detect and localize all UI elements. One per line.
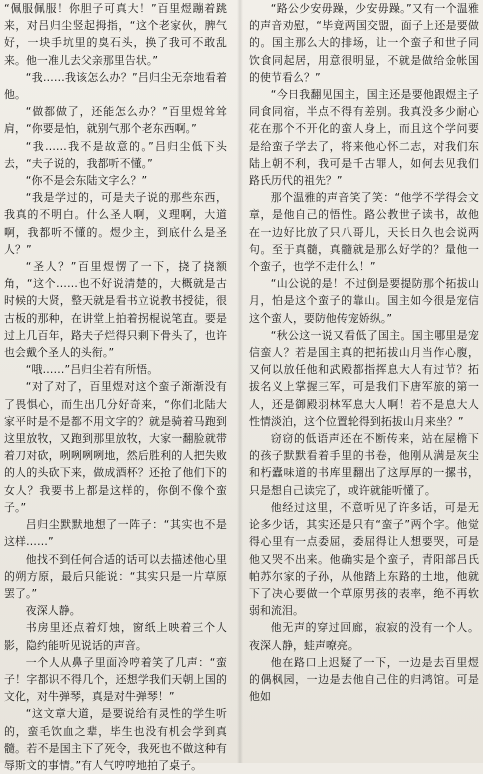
paragraph: “圣人？”百里煜愣了一下，挠了挠额角，“这个……也不好说清楚的，大概就是古时候的大贤，整天就是看书立说教书授徒，很古板的那种，在讲堂上拍着拐棍说笔直。要是过上几百年，路夫子烂得只剩下骨头了，也许也会戴个圣人的头衔。”	[4, 260, 227, 360]
paragraph: 他经过这里，不意听见了许多话，可是无论多少话，其实还是只有“蛮子”两个字。他觉得心里有一点委屈，委屈得让人想要哭，可是他又哭不出来。他确实是个蛮子，青阳部吕氏帕苏尔家的子孙，从他踏上东路的土地，他就下了决心要做一个草原男孩的表率，绝不再软弱和流泪。	[249, 500, 479, 618]
right-column	[249, 0, 479, 763]
paragraph: “我是学过的，可是夫子说的那些东西，我真的不明白。什么圣人啊，义理啊，大道啊，我都听不懂的。煜少主，到底什么是圣人？”	[4, 191, 227, 256]
paragraph: “做都做了，还能怎么办？”百里煜耸耸肩，“你要是怕，就别气那个老东西啊。”	[4, 105, 227, 136]
paragraph: 那个温雅的声音笑了笑：“他学不学得会文章，是他自己的悟性。路公教世子读书，故他在一边好比放了只八哥儿，天长日久也会说两句。至于真髓，真髓就是那么好学的？量他一个蛮子，也学不走什么！”	[249, 191, 479, 274]
paragraph: “这文章大道，是要说给有灵性的学生听的，蛮毛饮血之辈，毕生也没有机会学到真髓。若不是国主下了死令，我死也不做这种有辱斯文的事情。”有人气哼哼地拍了桌子。	[4, 707, 227, 772]
paragraph: “你不是会东陆文字么？”	[25, 174, 148, 188]
paragraph: 窃窃的低语声还在不断传来，站在屋檐下的孩子默默看着手里的书卷，他刚从满是灰尘和朽蠹味道的书库里翻出了这厚厚的一摞书，只是想自己读完了，或许就能听懂了。	[249, 432, 479, 497]
paragraph: “我……我该怎么办？”吕归尘无奈地看着他。	[4, 70, 227, 102]
paragraph: 书房里还点着灯烛，窗纸上映着三个人影，隐约能听见说话的声音。	[4, 621, 227, 652]
paragraph: “秋公这一说又看低了国主。国主哪里是宠信蛮人？若是国主真的把拓拔山月当作心腹，又何以放任他和武殿都指挥息大人有过节？拓拔名义上掌握三军，可是我们下唐军旅的第一人，还是御殿羽林军息大人啊！若不是息大人性情淡泊，这个位置轮得到拓拔山月来坐？”	[249, 328, 479, 428]
paragraph: “哦……”吕归尘若有所悟。	[25, 363, 159, 377]
paragraph: “路公少安毋躁，少安毋躁。”又有一个温雅的声音劝慰，“毕竟两国交盟，面子上还是要做的。国主那么大的排场，让一个蛮子和世子同饮食同起居，用意很明显，不就是做给金帐国的使节看么？”	[249, 2, 479, 84]
left-column	[4, 0, 227, 772]
paragraph: “今日我翻见国主，国主还是要他跟煜主子同食同宿，半点不得有差别。我真没多少耐心花在那个不开化的蛮人身上，而且这个学问要是给蛮子学去了，将来他心怀二志，对我们东陆上朝不利，我可是千古罪人，如何去见我们路氏历代的祖先？”	[249, 88, 479, 188]
paragraph: 他在路口上迟疑了一下，一边是去百里煜的偶枫园，一边是去他自己住的归鸿馆。可是他如	[249, 655, 479, 704]
page-gutter	[237, 0, 243, 763]
paragraph: 一个人从鼻子里面冷哼着笑了几声：“蛮子！字都识不得几个，还想学我们天朝上国的文化，对牛弹琴，真是对牛弹琴！”	[4, 655, 227, 704]
paragraph: “佩服佩服！你胆子可真大！”百里煜蹦着跳来，对吕归尘竖起拇指，“这个老家伙，脾气好，一块手坑里的臭石头，换了我可不敢乱来。他一准儿去父亲那里告状。”	[4, 2, 227, 67]
paragraph: 他找不到任何合适的话可以去描述他心里的朔方原，最后只能说：“其实只是一片草原罢了。”	[4, 552, 227, 600]
paragraph: “山公说的是！不过倒是要提防那个拓拔山月，怕是这个蛮子的靠山。国主如今很是宠信这个蛮人，要防他传宠娇纵。”	[249, 277, 479, 325]
paragraph: “对了对了，百里煜对这个蛮子渐渐没有了畏惧心，而生出几分好奇来，“你们北陆大家平时是不是都不用文字的？就是骑着马跑到这里放牧，又跑到那里放牧，大家一翻脸就带着刀对砍，咧咧咧咧地，然后胜利的人把失败的人的头砍下来，做成酒杯？还抢了他们下的女人？我要书上都是这样的，你倒不像个蛮子。”	[4, 380, 227, 514]
paragraph: 他无声的穿过回廊，寂寂的没有一个人。夜深人静，蛙声嘹亮。	[249, 621, 479, 652]
paragraph: “我……我不是故意的。”吕归尘低下头去，“夫子说的，我都听不懂。”	[4, 139, 227, 170]
paragraph: 吕归尘默默地想了一阵子：“其实也不是这样……”	[4, 518, 227, 549]
paragraph: 夜深人静。	[25, 604, 81, 618]
